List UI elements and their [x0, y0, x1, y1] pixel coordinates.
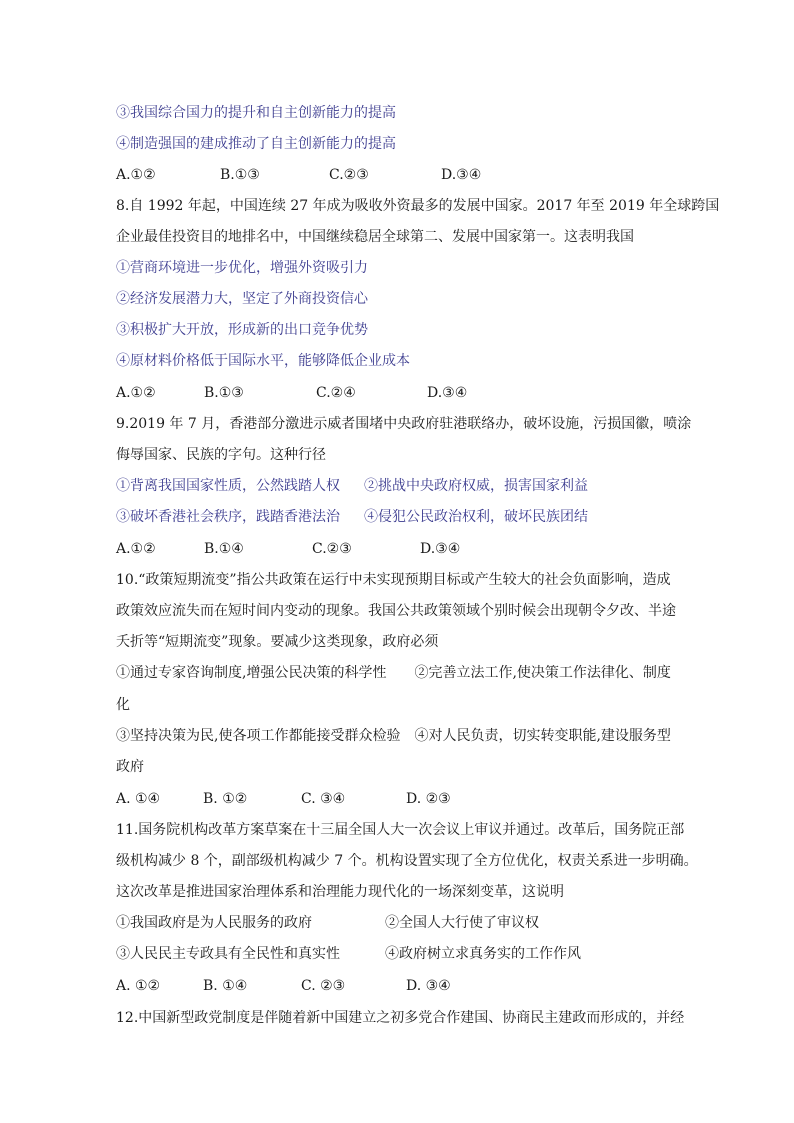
q11-option-4: ④政府树立求真务实的工作作风	[385, 946, 581, 962]
q11-choice-b: B. ①④	[203, 978, 248, 994]
q12-stem-line-1: 12.中国新型政党制度是伴随着新中国建立之初多党合作建国、协商民主建政而形成的，并经	[116, 1010, 685, 1026]
q11-stem-line-2: 级机构减少 8 个，副部级机构减少 7 个。机构设置实现了全方位优化，权责关系进一步明确。	[116, 853, 698, 869]
q9-choice-b: B.①④	[204, 541, 244, 557]
q10-stem-line-1: 10.“政策短期流变”指公共政策在运行中未实现预期目标或产生较大的社会负面影响，造成	[116, 572, 671, 588]
q10-options-line-3: ③坚持决策为民,使各项工作都能接受群众检验 ④对人民负责，切实转变职能,建设服务型	[116, 728, 671, 744]
q7-choice-c: C.②③	[329, 167, 369, 183]
q8-stem-line-1: 8.自 1992 年起，中国连续 27 年成为吸收外资最多的发展中国家。2017 年至 2019 年全球跨国	[116, 198, 720, 214]
q10-stem-line-2: 政策效应流失而在短时间内变动的现象。我国公共政策领域个别时候会出现朝令夕改、半途	[116, 603, 676, 619]
q10-options-line-2: 化	[116, 697, 130, 713]
q8-choice-b: B.①③	[204, 385, 244, 401]
q8-choice-c: C.②④	[316, 385, 356, 401]
q8-option-2: ②经济发展潜力大，坚定了外商投资信心	[116, 291, 368, 307]
q8-choice-d: D.③④	[427, 385, 468, 401]
q10-stem-line-3: 夭折等“短期流变”现象。要减少这类现象，政府必须	[116, 634, 439, 650]
q7-choice-a: A.①②	[116, 167, 156, 183]
q9-stem-line-2: 侮辱国家、民族的字句。这种行径	[116, 447, 326, 463]
q11-option-1: ①我国政府是为人民服务的政府	[116, 915, 312, 931]
q9-choice-c: C.②③	[312, 541, 352, 557]
q8-option-4: ④原材料价格低于国际水平，能够降低企业成本	[116, 353, 410, 369]
q11-option-2: ②全国人大行使了审议权	[385, 915, 539, 931]
q10-choice-a: A. ①④	[116, 791, 161, 807]
q10-options-line-1: ①通过专家咨询制度,增强公民决策的科学性 ②完善立法工作,使决策工作法律化、制度	[116, 665, 671, 681]
q9-choice-d: D.③④	[420, 541, 461, 557]
q11-choice-c: C. ②③	[301, 978, 346, 994]
q10-choice-c: C. ③④	[301, 791, 346, 807]
q9-stem-line-1: 9.2019 年 7 月，香港部分激进示威者围堵中央政府驻港联络办，破坏设施，污损国徽，喷涂	[116, 416, 692, 432]
q10-choice-b: B. ①②	[203, 791, 248, 807]
q11-choice-d: D. ③④	[406, 978, 451, 994]
q10-options-line-4: 政府	[116, 759, 144, 775]
q11-stem-line-1: 11.国务院机构改革方案草案在十三届全国人大一次会议上审议并通过。改革后，国务院正部	[116, 822, 685, 838]
q7-choice-d: D.③④	[441, 167, 482, 183]
q9-choice-a: A.①②	[116, 541, 156, 557]
q9-option-1: ①背离我国国家性质，公然践踏人权	[116, 478, 340, 494]
q8-option-1: ①营商环境进一步优化，增强外资吸引力	[116, 260, 368, 276]
q11-choice-a: A. ①②	[116, 978, 161, 994]
q8-choice-a: A.①②	[116, 385, 156, 401]
q8-stem-line-2: 企业最佳投资目的地排名中，中国继续稳居全球第二、发展中国家第一。这表明我国	[116, 229, 634, 245]
q10-choice-d: D. ②③	[406, 791, 451, 807]
q11-stem-line-3: 这次改革是推进国家治理体系和治理能力现代化的一场深刻变革，这说明	[116, 884, 564, 900]
q9-option-4: ④侵犯公民政治权利，破坏民族团结	[364, 509, 588, 525]
q11-option-3: ③人民民主专政具有全民性和真实性	[116, 946, 340, 962]
q7-option-3: ③我国综合国力的提升和自主创新能力的提高	[116, 105, 396, 121]
q9-option-2: ②挑战中央政府权威，损害国家利益	[364, 478, 588, 494]
q7-option-4: ④制造强国的建成推动了自主创新能力的提高	[116, 136, 396, 152]
q7-choice-b: B.①③	[220, 167, 260, 183]
q9-option-3: ③破坏香港社会秩序，践踏香港法治	[116, 509, 340, 525]
q8-option-3: ③积极扩大开放，形成新的出口竞争优势	[116, 322, 368, 338]
